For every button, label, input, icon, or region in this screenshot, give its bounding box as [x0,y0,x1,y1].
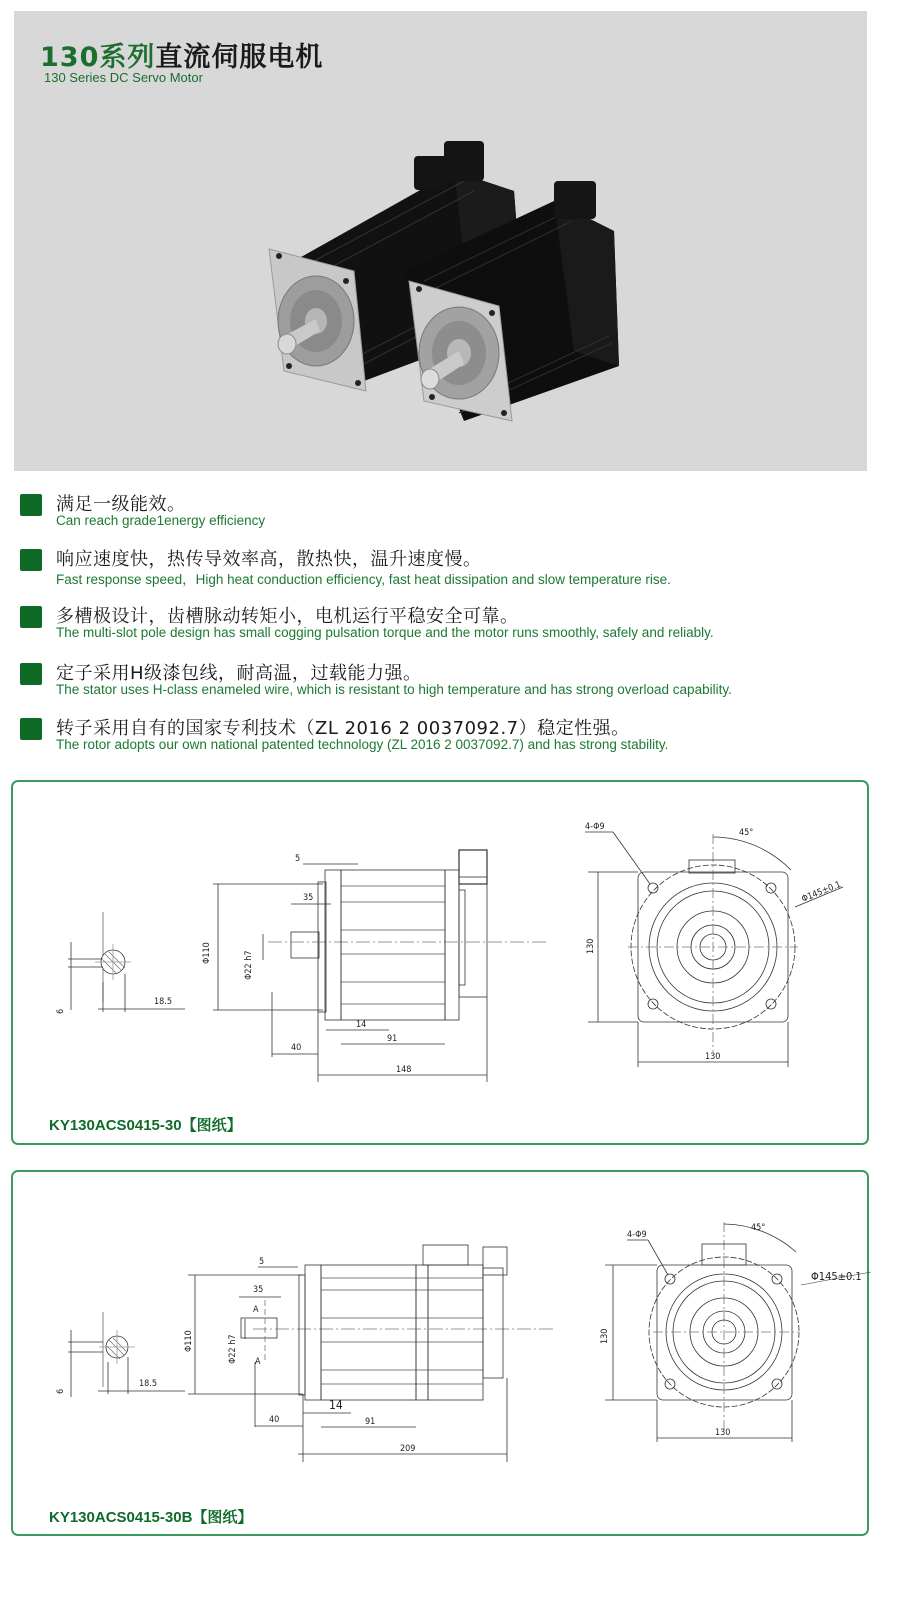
dim-overall: 148 [396,1065,412,1075]
dim-flange-gap: 5 [295,854,301,864]
feature-zh: 多槽极设计，齿槽脉动转矩小，电机运行平稳安全可靠。 [56,606,519,627]
bullet-square-icon [20,663,42,685]
dim-pcd: Φ145±0.1 [800,879,843,905]
feature-en: The stator uses H-class enameled wire, which is resistant to high temperature and has strong overload capability. [56,682,732,697]
feature-en: The multi-slot pole design has small cogging pulsation torque and the motor runs smoothly, safely and reliably. [56,625,714,640]
section-mark-a-top: A [253,1305,259,1315]
dim-square-w: 130 [715,1428,731,1438]
dim-angle: 45° [739,828,754,838]
feature-en: Fast response speed，High heat conduction efficiency, fast heat dissipation and slow temperature rise. [56,572,671,587]
page-title [40,35,323,74]
feature-zh: 转子采用自有的国家专利技术（ZL 2016 2 0037092.7）稳定性强。 [56,718,630,739]
dim-square-h: 130 [586,938,596,954]
feature-zh: 响应速度快，热传导效率高，散热快，温升速度慢。 [56,549,482,570]
technical-drawing-1 [13,782,871,1147]
drawing-panel-2 [11,1170,869,1536]
dim-shaft-total: 40 [269,1415,280,1425]
section-mark-a-bottom: A [255,1357,261,1367]
dim-square-w: 130 [705,1052,721,1062]
dim-shaft-len: 35 [303,893,314,903]
dim-shaft-dia: Φ22 h7 [244,950,254,980]
dim-key-depth: 18.5 [154,997,173,1007]
feature-en: Can reach grade1energy efficiency [56,513,266,528]
dim-shaft-dia: Φ22 h7 [228,1334,238,1364]
dim-angle: 45° [751,1223,766,1233]
dim-spigot: Φ110 [202,942,212,964]
motor-product-image [254,121,634,441]
dim-flange-thk: 14 [356,1020,367,1030]
feature-en: The rotor adopts our own national patented technology (ZL 2016 2 0037092.7) and has strong stability. [56,737,669,752]
drawing-label-2: KY130ACS0415-30B【图纸】 [49,1509,253,1526]
dim-key-width: 6 [56,1388,66,1394]
title-product: 直流伺服电机 [155,42,324,73]
hero-banner [14,11,867,471]
dim-key-width: 6 [56,1008,66,1014]
dim-spigot: Φ110 [184,1330,194,1352]
feature-zh: 满足一级能效。 [56,494,186,515]
dim-body: 91 [387,1034,398,1044]
dim-square-h: 130 [600,1328,610,1344]
title-series: 130系列 [40,42,156,73]
dim-shaft-len: 35 [253,1285,264,1295]
drawing-label-1: KY130ACS0415-30【图纸】 [49,1117,242,1134]
dim-key-depth: 18.5 [139,1379,158,1389]
dim-pcd: Φ145±0.1 [811,1270,862,1283]
dim-flange-gap: 5 [259,1257,265,1267]
bullet-square-icon [20,494,42,516]
bullet-square-icon [20,549,42,571]
technical-drawing-2 [13,1172,871,1538]
bullet-square-icon [20,718,42,740]
dim-shaft-total: 40 [291,1043,302,1053]
drawing-panel-1 [11,780,869,1145]
bullet-square-icon [20,606,42,628]
feature-zh: 定子采用H级漆包线，耐高温，过载能力强。 [56,663,422,684]
dim-holes: 4-Φ9 [585,822,605,832]
page-subtitle: 130 Series DC Servo Motor [44,70,203,85]
dim-overall: 209 [400,1444,416,1454]
dim-holes: 4-Φ9 [627,1230,647,1240]
dim-body: 91 [365,1417,376,1427]
dim-flange-thk: 14 [329,1398,343,1412]
